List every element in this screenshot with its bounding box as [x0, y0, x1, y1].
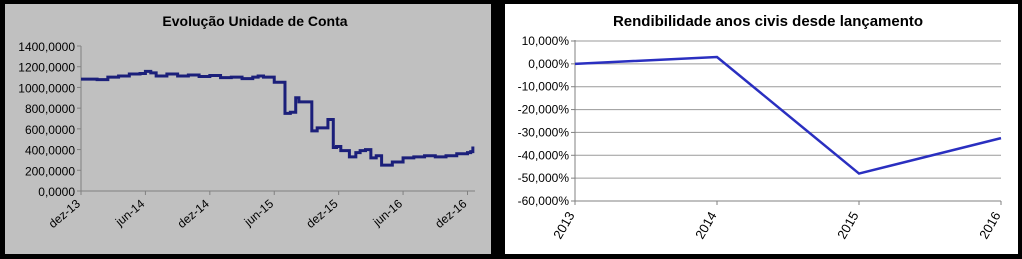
y-tick-label: 10,000% [521, 34, 569, 48]
x-tick-label: dez-15 [303, 196, 341, 231]
x-tick-label: dez-13 [45, 196, 83, 231]
y-tick-label: 1200,0000 [18, 60, 75, 75]
y-tick-label: 0,000% [528, 56, 569, 71]
annual-returns-chart-panel [503, 2, 1020, 256]
x-tick-label: jun-15 [241, 196, 277, 229]
x-tick-label: dez-16 [432, 196, 470, 231]
series-line [81, 71, 473, 165]
y-tick-label: 600,0000 [24, 122, 75, 137]
y-tick-label: 1000,0000 [18, 81, 75, 96]
x-tick-label: dez-14 [174, 196, 212, 231]
y-tick-label: -40,000% [517, 148, 569, 163]
series-line [575, 57, 1001, 174]
x-tick-label: 2016 [976, 209, 1004, 242]
x-tick-label: 2013 [550, 209, 578, 242]
y-tick-label: 0,0000 [38, 185, 75, 199]
x-tick-label: jun-16 [370, 196, 405, 229]
unit-value-chart-panel [3, 2, 493, 256]
y-tick-label: -60,000% [517, 194, 569, 208]
x-tick-label: jun-14 [112, 196, 148, 229]
y-tick-label: 800,0000 [24, 102, 75, 117]
y-tick-label: -50,000% [517, 171, 569, 186]
unit-value-chart [5, 4, 491, 254]
y-tick-label: -30,000% [517, 125, 569, 140]
chart-title: Evolução Unidade de Conta [162, 13, 348, 29]
x-tick-label: 2015 [834, 209, 862, 242]
y-tick-label: -10,000% [517, 79, 569, 94]
annual-returns-chart [505, 4, 1018, 254]
y-tick-label: 1400,0000 [18, 40, 75, 54]
y-tick-label: 200,0000 [24, 164, 75, 179]
x-tick-label: 2014 [692, 209, 720, 242]
y-tick-label: -20,000% [517, 102, 569, 117]
y-tick-label: 400,0000 [24, 143, 75, 158]
chart-title: Rendibilidade anos civis desde lançamento [612, 13, 924, 30]
